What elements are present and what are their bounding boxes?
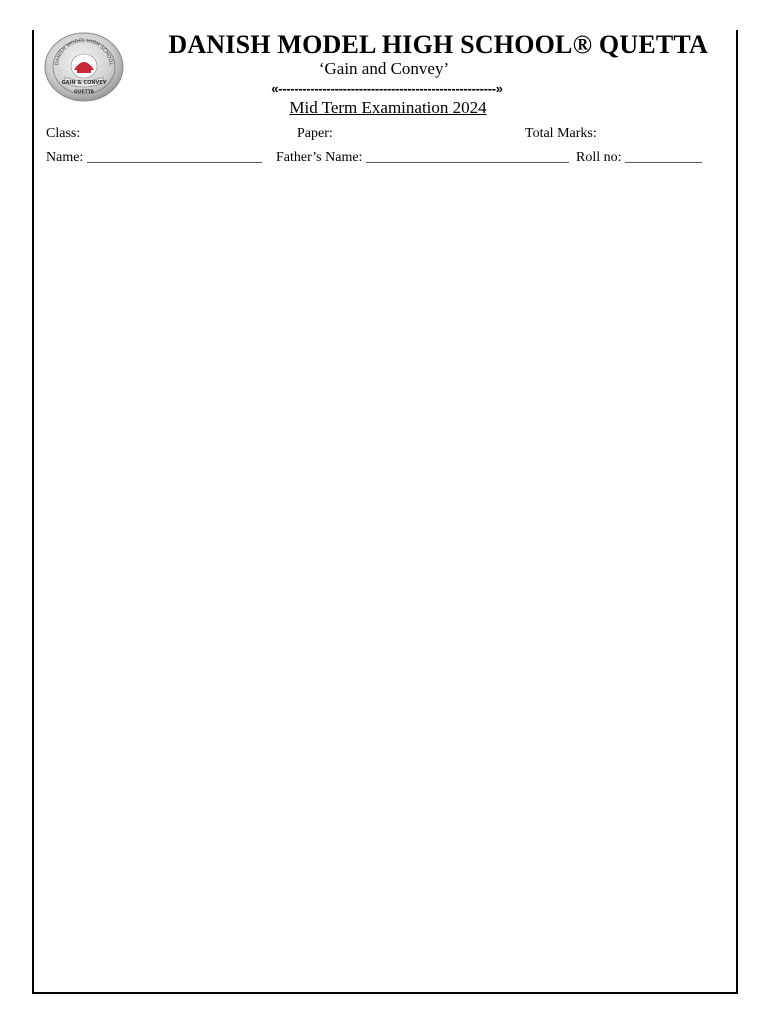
student-name-field: Name: _________________________ bbox=[46, 150, 262, 165]
school-motto: ‘Gain and Convey’ bbox=[318, 59, 450, 78]
logo-arc-text: DANISH MODEL HIGH SCHOOL bbox=[54, 37, 114, 66]
school-name: DANISH MODEL HIGH SCHOOL® QUETTA bbox=[168, 30, 708, 59]
logo-ribbon-text: GAIN & CONVEY bbox=[61, 80, 107, 86]
roll-number-field: Roll no: ___________ bbox=[576, 150, 703, 165]
school-title-container bbox=[138, 28, 728, 62]
page-border bbox=[32, 30, 738, 994]
header-divider: «------------------------------------------------------» bbox=[271, 81, 503, 96]
paper-field-label: Paper: bbox=[297, 126, 333, 141]
exam-title: Mid Term Examination 2024 bbox=[289, 98, 487, 117]
father-name-field: Father’s Name: _____________________________ bbox=[276, 150, 569, 165]
class-field-label: Class: bbox=[46, 126, 81, 141]
logo-city-text: QUETTA bbox=[74, 90, 94, 95]
total-marks-field-label: Total Marks: bbox=[525, 126, 597, 141]
